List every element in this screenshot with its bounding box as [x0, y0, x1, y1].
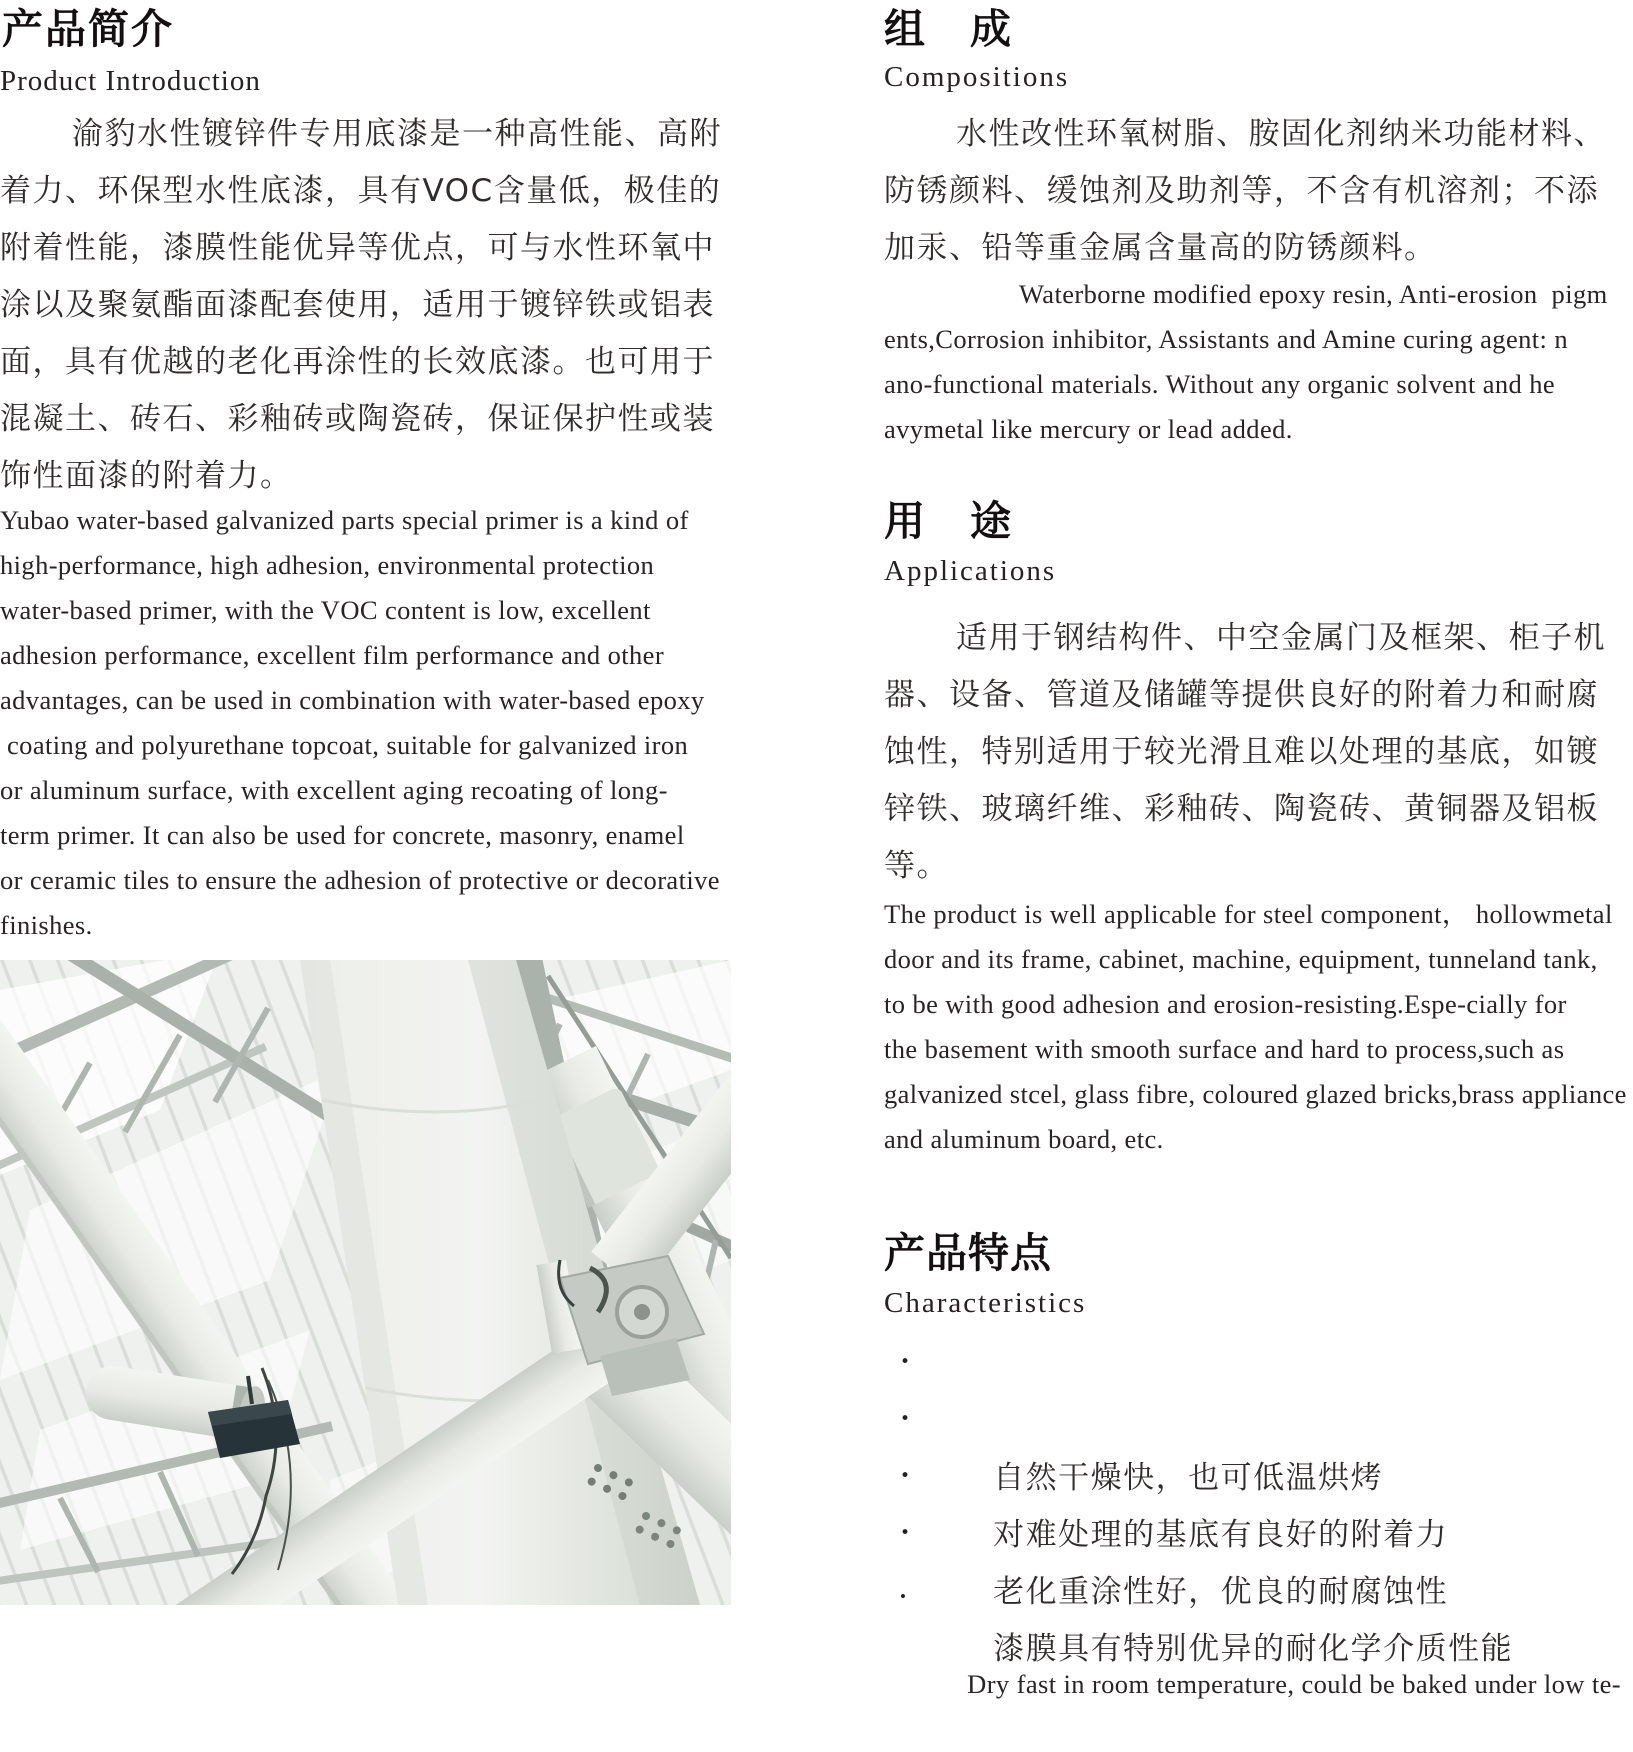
text-line: 防锈颜料、缓蚀剂及助剂等，不含有机溶剂；不添 [884, 173, 1599, 209]
intro-paragraph-en [0, 498, 720, 948]
characteristic-text: 漆膜具有特别优异的耐化学介质性能 [993, 1631, 1514, 1667]
steel-structure-photo-svg [0, 960, 731, 1605]
text-line: avymetal like mercury or lead added. [884, 414, 1293, 444]
characteristics-heading-cn: 产品特点 [884, 1229, 1052, 1277]
characteristics-list [884, 1336, 1604, 1667]
bullet-icon: • [900, 1523, 912, 1543]
bullet-icon: • [900, 1352, 912, 1372]
text-line: high-performance, high adhesion, environmental protection [0, 550, 655, 580]
compositions-paragraph-cn [884, 106, 1604, 277]
text-line: 加汞、铅等重金属含量高的防锈颜料。 [884, 230, 1437, 266]
applications-heading-en: Applications [884, 555, 1057, 587]
characteristic-text: Dry fast in room temperature, could be baked under low te- [967, 1669, 1621, 1699]
text-line: door and its frame, cabinet, machine, equipment, tunneland tank, [884, 944, 1598, 974]
characteristic-text: 自然干燥快，也可低温烘烤 [993, 1460, 1384, 1496]
text-line: 涂以及聚氨酯面漆配套使用，适用于镀锌铁或铝表 [0, 287, 715, 323]
text-line: and aluminum board, etc. [884, 1124, 1164, 1154]
applications-paragraph-en [884, 892, 1627, 1162]
compositions-heading-en: Compositions [884, 61, 1070, 93]
text-line: or aluminum surface, with excellent aging recoating of long- [0, 775, 668, 805]
characteristics-heading-en: Characteristics [884, 1287, 1087, 1319]
text-line: finishes. [0, 910, 93, 940]
characteristic-text: 对难处理的基底有良好的附着力 [993, 1517, 1449, 1553]
bullet-icon: • [900, 1466, 912, 1486]
bullet-icon: • [900, 1587, 907, 1606]
text-line: galvanized stcel, glass fibre, coloured glazed bricks,brass appliance [884, 1079, 1627, 1109]
text-line: 等。 [884, 848, 949, 884]
text-line: 饰性面漆的附着力。 [0, 458, 293, 494]
text-line: water-based primer, with the VOC content is low, excellent [0, 595, 651, 625]
steel-structure-photo [0, 960, 731, 1605]
text-line: The product is well applicable for steel component， hollowmetal [884, 899, 1613, 929]
text-line: adhesion performance, excellent film performance and other [0, 640, 665, 670]
text-line: 蚀性，特别适用于较光滑且难以处理的基底，如镀 [884, 734, 1599, 770]
text-line: 适用于钢结构件、中空金属门及框架、柜子机 [956, 620, 1606, 656]
text-line: ano-functional materials. Without any organic solvent and he [884, 369, 1556, 399]
text-line: Waterborne modified epoxy resin, Anti-erosion pigm [1019, 279, 1608, 309]
compositions-heading-cn: 组 成 [884, 5, 1013, 53]
text-line: 渝豹水性镀锌件专用底漆是一种高性能、高附 [72, 116, 722, 152]
text-line: coating and polyurethane topcoat, suitable for galvanized iron [0, 730, 689, 760]
applications-paragraph-cn [884, 610, 1604, 895]
text-line: the basement with smooth surface and hard to process,such as [884, 1034, 1565, 1064]
text-line: 混凝土、砖石、彩釉砖或陶瓷砖，保证保护性或装 [0, 401, 715, 437]
text-line: term primer. It can also be used for concrete, masonry, enamel [0, 820, 685, 850]
applications-heading-cn: 用 途 [884, 497, 1013, 545]
product-intro-heading-cn: 产品简介 [2, 5, 174, 53]
bullet-icon: • [900, 1409, 912, 1429]
product-intro-heading-en: Product Introduction [0, 65, 261, 97]
text-line: 着力、环保型水性底漆，具有VOC含量低，极佳的 [0, 173, 722, 209]
text-line: advantages, can be used in combination with water-based epoxy [0, 685, 705, 715]
text-line: 器、设备、管道及储罐等提供良好的附着力和耐腐 [884, 677, 1599, 713]
characteristic-text: 老化重涂性好，优良的耐腐蚀性 [993, 1574, 1449, 1610]
compositions-paragraph-en [884, 272, 1608, 452]
characteristic-item [884, 1336, 1604, 1496]
text-line: to be with good adhesion and erosion-resisting.Espe-cially for [884, 989, 1567, 1019]
text-line: ents,Corrosion inhibitor, Assistants and Amine curing agent: n [884, 324, 1568, 354]
text-line: or ceramic tiles to ensure the adhesion of protective or decorative [0, 865, 720, 895]
text-line: 水性改性环氧树脂、胺固化剂纳米功能材料、 [956, 116, 1606, 152]
intro-paragraph-cn [0, 106, 722, 505]
text-line: 附着性能，漆膜性能优异等优点，可与水性环氧中 [0, 230, 715, 266]
text-line: Yubao water-based galvanized parts special primer is a kind of [0, 505, 689, 535]
text-line: 锌铁、玻璃纤维、彩釉砖、陶瓷砖、黄铜器及铝板 [884, 791, 1599, 827]
text-line: 面，具有优越的老化再涂性的长效底漆。也可用于 [0, 344, 715, 380]
